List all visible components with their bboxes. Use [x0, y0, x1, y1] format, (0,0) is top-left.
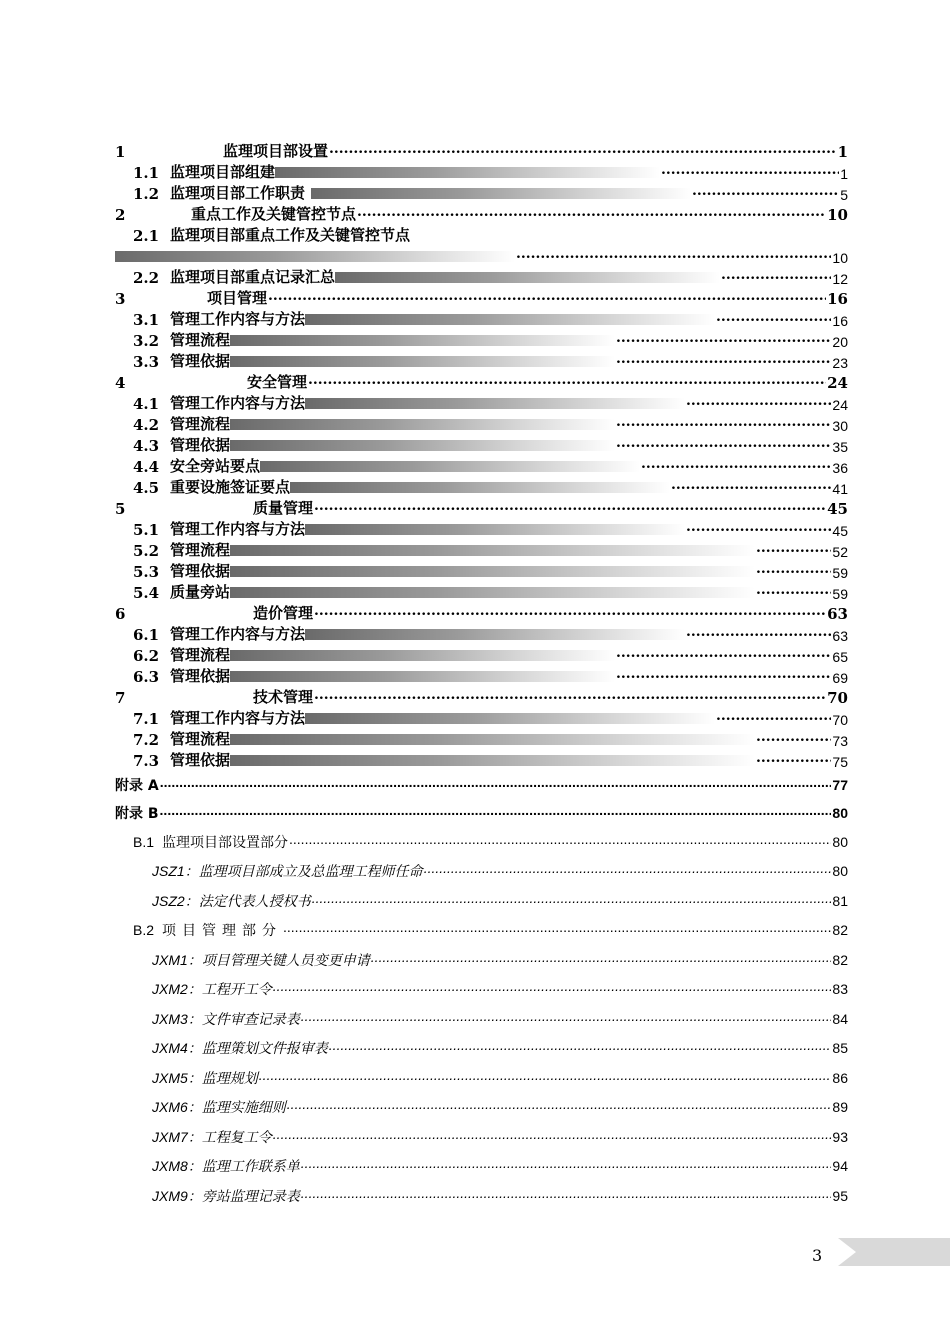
toc-page: 10	[827, 206, 848, 224]
toc-title: 监理策划文件报审表	[201, 1041, 328, 1058]
toc-appendix-a[interactable]	[115, 771, 848, 799]
gradient-bar	[260, 461, 640, 472]
toc-number: 2.1	[133, 227, 160, 245]
toc-number: 1	[115, 143, 126, 161]
toc-number: 5.2	[133, 542, 160, 560]
toc-chapter-3[interactable]	[115, 287, 848, 308]
toc-number: 3.3	[133, 353, 160, 371]
dot-leader	[268, 292, 826, 305]
toc-title: 监理项目部工作职责	[170, 184, 306, 202]
toc-section-4-3[interactable]	[115, 434, 848, 455]
toc-page: 73	[832, 733, 848, 749]
gradient-bar	[275, 167, 660, 178]
toc-code: JXM5：	[152, 1069, 202, 1086]
toc-page: 95	[832, 1187, 848, 1204]
toc-page: 24	[827, 374, 848, 392]
gradient-bar	[335, 272, 720, 283]
dot-leader	[329, 145, 837, 158]
toc-section-6-1[interactable]	[115, 623, 848, 644]
toc-number: 4.5	[133, 479, 160, 497]
toc-page: 89	[832, 1099, 848, 1116]
toc-page: 1	[840, 166, 848, 182]
dot-leader	[756, 544, 831, 557]
dot-leader	[716, 712, 831, 725]
toc-form-jxm1[interactable]	[115, 945, 848, 975]
dot-leader	[692, 187, 839, 200]
toc-title: 管理依据	[170, 667, 231, 685]
table-of-contents	[115, 140, 848, 1211]
toc-page: 81	[832, 892, 848, 909]
toc-page: 82	[832, 922, 848, 939]
toc-page: 45	[827, 500, 848, 518]
toc-section-4-4[interactable]	[115, 455, 848, 476]
toc-number: 3.2	[133, 332, 160, 350]
dot-leader	[259, 1071, 832, 1085]
toc-section-1-1[interactable]	[115, 161, 848, 182]
toc-number: 6.2	[133, 647, 160, 665]
toc-number: 4	[115, 374, 126, 392]
toc-section-4-5[interactable]	[115, 476, 848, 497]
dot-leader	[616, 355, 831, 368]
toc-page: 45	[832, 523, 848, 539]
dot-leader	[289, 835, 831, 849]
toc-title: 管理流程	[170, 646, 231, 664]
toc-title: 造价管理	[253, 604, 314, 622]
toc-section-6-3[interactable]	[115, 665, 848, 686]
toc-section-2-2[interactable]	[115, 266, 848, 287]
toc-title: 管理工作内容与方法	[170, 709, 306, 727]
dot-leader	[616, 439, 831, 452]
toc-title: 管理流程	[170, 730, 231, 748]
toc-title: 质量旁站	[170, 583, 231, 601]
gradient-bar	[290, 482, 670, 493]
toc-code: JXM6：	[152, 1099, 202, 1116]
toc-title: 管理依据	[170, 751, 231, 769]
toc-page: 77	[832, 777, 848, 793]
dot-leader	[301, 1189, 832, 1203]
dot-leader	[273, 982, 832, 996]
gradient-bar	[230, 356, 615, 367]
dot-leader	[273, 1130, 832, 1144]
toc-chapter-5[interactable]	[115, 497, 848, 518]
toc-number: 7	[115, 689, 126, 707]
toc-page: 36	[832, 460, 848, 476]
toc-page: 70	[832, 712, 848, 728]
toc-page: 63	[827, 605, 848, 623]
dot-leader	[616, 334, 831, 347]
toc-number: 5.1	[133, 521, 160, 539]
toc-page: 16	[832, 313, 848, 329]
toc-title: 安全管理	[247, 373, 308, 391]
dot-leader	[661, 166, 839, 179]
toc-title: 安全旁站要点	[170, 457, 261, 475]
gradient-bar	[305, 713, 715, 724]
toc-title: 附录 B	[115, 806, 159, 822]
toc-title: 项目管理	[207, 289, 268, 307]
toc-title: 技术管理	[253, 688, 314, 706]
toc-number: 2	[115, 206, 126, 224]
dot-leader	[314, 607, 826, 620]
toc-title: 管理流程	[170, 415, 231, 433]
dot-leader	[516, 250, 831, 263]
toc-section-6-2[interactable]	[115, 644, 848, 665]
toc-title: 监理项目部设置部分	[162, 834, 289, 851]
page-arrow-decoration	[838, 1238, 950, 1266]
dot-leader	[716, 313, 831, 326]
toc-number: 5.3	[133, 563, 160, 581]
toc-page: 83	[832, 981, 848, 998]
toc-code: JXM7：	[152, 1128, 202, 1145]
toc-form-jxm3[interactable]	[115, 1004, 848, 1034]
gradient-bar	[230, 587, 755, 598]
toc-title: 监理项目部重点记录汇总	[170, 268, 336, 286]
toc-page: 82	[832, 951, 848, 968]
toc-page: 69	[832, 670, 848, 686]
toc-number: 7.3	[133, 752, 160, 770]
toc-title: 管理依据	[170, 436, 231, 454]
gradient-bar	[230, 419, 615, 430]
toc-form-jxm4[interactable]	[115, 1034, 848, 1064]
toc-title: 监理项目部成立及总监理工程师任命	[198, 864, 423, 881]
toc-section-5-3[interactable]	[115, 560, 848, 581]
toc-title: 文件审查记录表	[201, 1011, 300, 1028]
toc-page: 86	[832, 1069, 848, 1086]
toc-title: 管理依据	[170, 352, 231, 370]
toc-number: 3.1	[133, 311, 160, 329]
gradient-bar	[230, 755, 755, 766]
toc-section-3-1[interactable]	[115, 308, 848, 329]
toc-title: 重要设施签证要点	[170, 478, 291, 496]
dot-leader	[308, 376, 826, 389]
toc-section-3-2[interactable]	[115, 329, 848, 350]
toc-page: 59	[832, 586, 848, 602]
toc-number: 5	[115, 500, 126, 518]
toc-page: 16	[827, 290, 848, 308]
toc-page: 20	[832, 334, 848, 350]
gradient-bar	[230, 335, 615, 346]
toc-page: 59	[832, 565, 848, 581]
toc-form-jsz2[interactable]	[115, 886, 848, 916]
dot-leader	[756, 733, 831, 746]
dot-leader	[641, 460, 831, 473]
dot-leader	[671, 481, 831, 494]
dot-leader	[301, 1159, 832, 1173]
dot-leader	[424, 864, 832, 878]
gradient-bar	[230, 545, 755, 556]
toc-page: 30	[832, 418, 848, 434]
toc-page: 24	[832, 397, 848, 413]
toc-title: 监理项目部组建	[170, 163, 276, 181]
toc-title: 管理工作内容与方法	[170, 520, 306, 538]
toc-title: 管理流程	[170, 541, 231, 559]
toc-page: 52	[832, 544, 848, 560]
toc-page: 84	[832, 1010, 848, 1027]
toc-number: 2.2	[133, 269, 160, 287]
dot-leader	[160, 806, 832, 820]
dot-leader	[686, 628, 831, 641]
toc-chapter-4[interactable]	[115, 371, 848, 392]
toc-page: 41	[832, 481, 848, 497]
toc-page: 85	[832, 1040, 848, 1057]
dot-leader	[287, 1100, 832, 1114]
toc-code: JXM3：	[152, 1010, 202, 1027]
toc-page: 5	[840, 187, 848, 203]
toc-code: JXM9：	[152, 1187, 202, 1204]
toc-appendix-b[interactable]	[115, 799, 848, 827]
toc-number: 4.1	[133, 395, 160, 413]
toc-title: 法定代表人授权书	[198, 893, 311, 910]
toc-number: 3	[115, 290, 126, 308]
toc-appendix-b2[interactable]	[115, 916, 848, 946]
toc-section-7-2[interactable]	[115, 728, 848, 749]
toc-form-jsz1[interactable]	[115, 857, 848, 887]
toc-number: 5.4	[133, 584, 160, 602]
toc-page: 75	[832, 754, 848, 770]
toc-title: 管理工作内容与方法	[170, 310, 306, 328]
gradient-bar	[230, 566, 755, 577]
toc-form-jxm6[interactable]	[115, 1093, 848, 1123]
toc-page: 80	[832, 833, 848, 850]
toc-page: 1	[837, 143, 848, 161]
toc-page: 80	[832, 863, 848, 880]
toc-title: 监理实施细则	[201, 1100, 286, 1117]
dot-leader	[686, 397, 831, 410]
toc-title: 工程复工令	[201, 1129, 272, 1146]
toc-form-jxm8[interactable]	[115, 1152, 848, 1182]
dot-leader	[314, 502, 826, 515]
toc-title: 重点工作及关键管控节点	[191, 205, 357, 223]
toc-number: 6.3	[133, 668, 160, 686]
toc-code: B.2	[133, 922, 155, 939]
toc-number: 1.1	[133, 164, 160, 182]
toc-title: 管理依据	[170, 562, 231, 580]
toc-form-jxm2[interactable]	[115, 975, 848, 1005]
toc-code: JSZ2：	[152, 892, 199, 909]
toc-title: 项目管理部分	[162, 923, 283, 940]
gradient-bar	[230, 440, 615, 451]
toc-appendix-b1[interactable]	[115, 827, 848, 857]
toc-section-3-3[interactable]	[115, 350, 848, 371]
dot-leader	[616, 670, 831, 683]
toc-title: 监理项目部重点工作及关键管控节点	[170, 226, 411, 244]
toc-title: 管理工作内容与方法	[170, 394, 306, 412]
toc-title: 管理流程	[170, 331, 231, 349]
dot-leader	[283, 923, 831, 937]
toc-page: 80	[832, 805, 848, 821]
toc-section-5-1[interactable]	[115, 518, 848, 539]
toc-page: 70	[827, 689, 848, 707]
gradient-bar	[305, 629, 685, 640]
dot-leader	[314, 691, 826, 704]
toc-code: JSZ1：	[152, 863, 199, 880]
toc-number: 6	[115, 605, 126, 623]
toc-title: 监理规划	[201, 1070, 258, 1087]
gradient-bar	[230, 734, 755, 745]
toc-code: JXM8：	[152, 1158, 202, 1175]
gradient-bar	[311, 188, 691, 199]
toc-chapter-6[interactable]	[115, 602, 848, 623]
toc-section-2-1-continued[interactable]	[115, 245, 848, 266]
toc-chapter-2[interactable]	[115, 203, 848, 224]
dot-leader	[301, 1012, 832, 1026]
page-number: 3	[812, 1246, 823, 1265]
toc-form-jxm5[interactable]	[115, 1063, 848, 1093]
toc-number: 4.2	[133, 416, 160, 434]
toc-section-7-1[interactable]	[115, 707, 848, 728]
toc-section-5-4[interactable]	[115, 581, 848, 602]
gradient-bar	[305, 524, 685, 535]
gradient-bar	[305, 314, 715, 325]
toc-section-5-2[interactable]	[115, 539, 848, 560]
toc-number: 1.2	[133, 185, 160, 203]
toc-page: 93	[832, 1128, 848, 1145]
toc-section-1-2[interactable]	[115, 182, 848, 203]
gradient-bar	[305, 398, 685, 409]
dot-leader	[756, 565, 831, 578]
dot-leader	[616, 649, 831, 662]
toc-chapter-1[interactable]	[115, 140, 848, 161]
toc-code: B.1	[133, 833, 155, 850]
toc-number: 4.3	[133, 437, 160, 455]
toc-page: 94	[832, 1158, 848, 1175]
dot-leader	[357, 208, 826, 221]
toc-page: 35	[832, 439, 848, 455]
toc-number: 6.1	[133, 626, 160, 644]
toc-form-jxm9[interactable]	[115, 1181, 848, 1211]
toc-form-jxm7[interactable]	[115, 1122, 848, 1152]
gradient-bar	[115, 251, 515, 262]
toc-page: 65	[832, 649, 848, 665]
toc-section-4-2[interactable]	[115, 413, 848, 434]
toc-page: 23	[832, 355, 848, 371]
dot-leader	[616, 418, 831, 431]
toc-number: 7.2	[133, 731, 160, 749]
dot-leader	[371, 953, 832, 967]
toc-title: 工程开工令	[201, 982, 272, 999]
dot-leader	[721, 271, 831, 284]
dot-leader	[312, 894, 832, 908]
toc-page: 63	[832, 628, 848, 644]
toc-code: JXM2：	[152, 981, 202, 998]
toc-title: 附录 A	[115, 778, 159, 794]
toc-page: 10	[832, 250, 848, 266]
toc-section-7-3[interactable]	[115, 749, 848, 770]
toc-section-2-1[interactable]	[115, 224, 848, 245]
toc-title: 监理项目部设置	[223, 142, 329, 160]
toc-title: 旁站监理记录表	[201, 1188, 300, 1205]
toc-title: 管理工作内容与方法	[170, 625, 306, 643]
dot-leader	[329, 1041, 832, 1055]
toc-number: 4.4	[133, 458, 160, 476]
dot-leader	[686, 523, 831, 536]
toc-title: 监理工作联系单	[201, 1159, 300, 1176]
toc-page: 12	[832, 271, 848, 287]
dot-leader	[756, 586, 831, 599]
dot-leader	[756, 754, 831, 767]
dot-leader	[160, 778, 832, 792]
toc-section-4-1[interactable]	[115, 392, 848, 413]
gradient-bar	[230, 671, 615, 682]
toc-title: 项目管理关键人员变更申请	[201, 952, 370, 969]
toc-chapter-7[interactable]	[115, 686, 848, 707]
toc-title: 质量管理	[253, 499, 314, 517]
toc-number: 7.1	[133, 710, 160, 728]
toc-code: JXM4：	[152, 1040, 202, 1057]
toc-code: JXM1：	[152, 951, 202, 968]
gradient-bar	[230, 650, 615, 661]
